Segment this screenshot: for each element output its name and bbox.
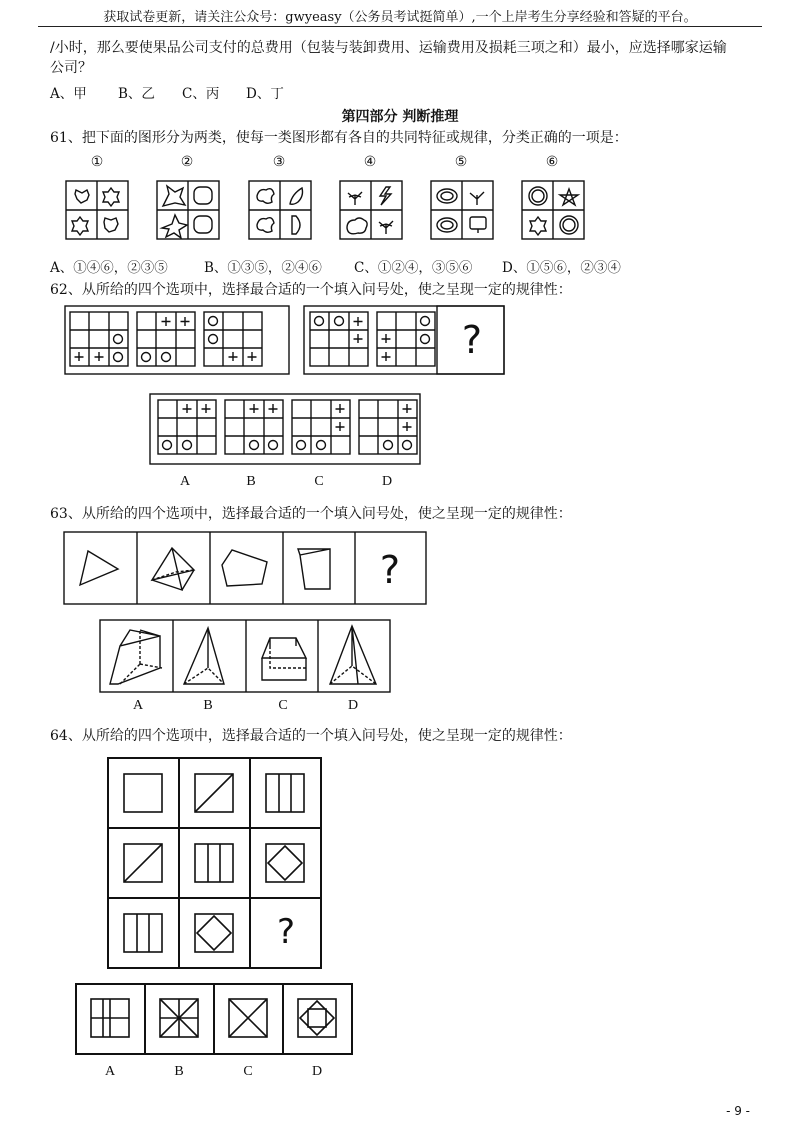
q63-question-mark: ? [379, 548, 401, 592]
q64-label-a: A [104, 1064, 116, 1079]
q64-question-mark: ? [276, 912, 296, 952]
q64-label-c: C [243, 1064, 253, 1079]
q64-label-b: B [174, 1064, 184, 1079]
q61-stem: 61、把下面的图形分为两类，使每一类图形都有各自的共同特征或规律，分类正确的一项是： [50, 130, 628, 146]
q62-label-b: B [246, 474, 256, 489]
q61-circled-5: ⑤ [454, 155, 468, 170]
q63-label-c: C [278, 698, 288, 713]
q62-label-a: A [179, 474, 191, 489]
q60-text-line1: /小时，那么要使果品公司支付的总费用（包装与装卸费用、运输费用及损耗三项之和）最小，应选择哪家运输 [50, 40, 727, 56]
q60-option-b: B、乙 [118, 86, 155, 102]
q63-label-b: B [203, 698, 213, 713]
q61-circled-1: ① [90, 155, 104, 170]
q64-stem: 64、从所给的四个选项中，选择最合适的一个填入问号处，使之呈现一定的规律性： [50, 728, 572, 744]
q60-option-c: C、丙 [182, 86, 220, 102]
q63-stem: 63、从所给的四个选项中，选择最合适的一个填入问号处，使之呈现一定的规律性： [50, 506, 572, 522]
q64-label-d: D [311, 1064, 323, 1079]
section-title: 第四部分 判断推理 [341, 109, 459, 125]
q60-text-line2: 公司？ [50, 60, 92, 76]
q61-option-b: B、①③⑤，②④⑥ [204, 260, 322, 276]
q62-question-mark: ? [461, 318, 483, 362]
q61-option-a: A、①④⑥，②③⑤ [50, 260, 168, 276]
q62-label-d: D [381, 474, 393, 489]
page-number: - 9 - [726, 1104, 750, 1118]
q61-option-c: C、①②④，③⑤⑥ [354, 260, 473, 276]
q61-circled-4: ④ [363, 155, 377, 170]
q63-label-d: D [347, 698, 359, 713]
q62-stem: 62、从所给的四个选项中，选择最合适的一个填入问号处，使之呈现一定的规律性： [50, 282, 572, 298]
q61-option-d: D、①⑤⑥，②③④ [502, 260, 621, 276]
q60-option-a: A、甲 [50, 86, 87, 102]
q61-circled-2: ② [180, 155, 194, 170]
q61-circled-6: ⑥ [545, 155, 559, 170]
q60-option-d: D、丁 [246, 86, 284, 102]
q61-circled-3: ③ [272, 155, 286, 170]
page-header: 获取试卷更新，请关注公众号：gwyeasy（公务员考试挺简单）,一个上岸考生分享经验和答疑的平台。 [103, 10, 697, 25]
q63-label-a: A [132, 698, 144, 713]
q62-label-c: C [314, 474, 324, 489]
